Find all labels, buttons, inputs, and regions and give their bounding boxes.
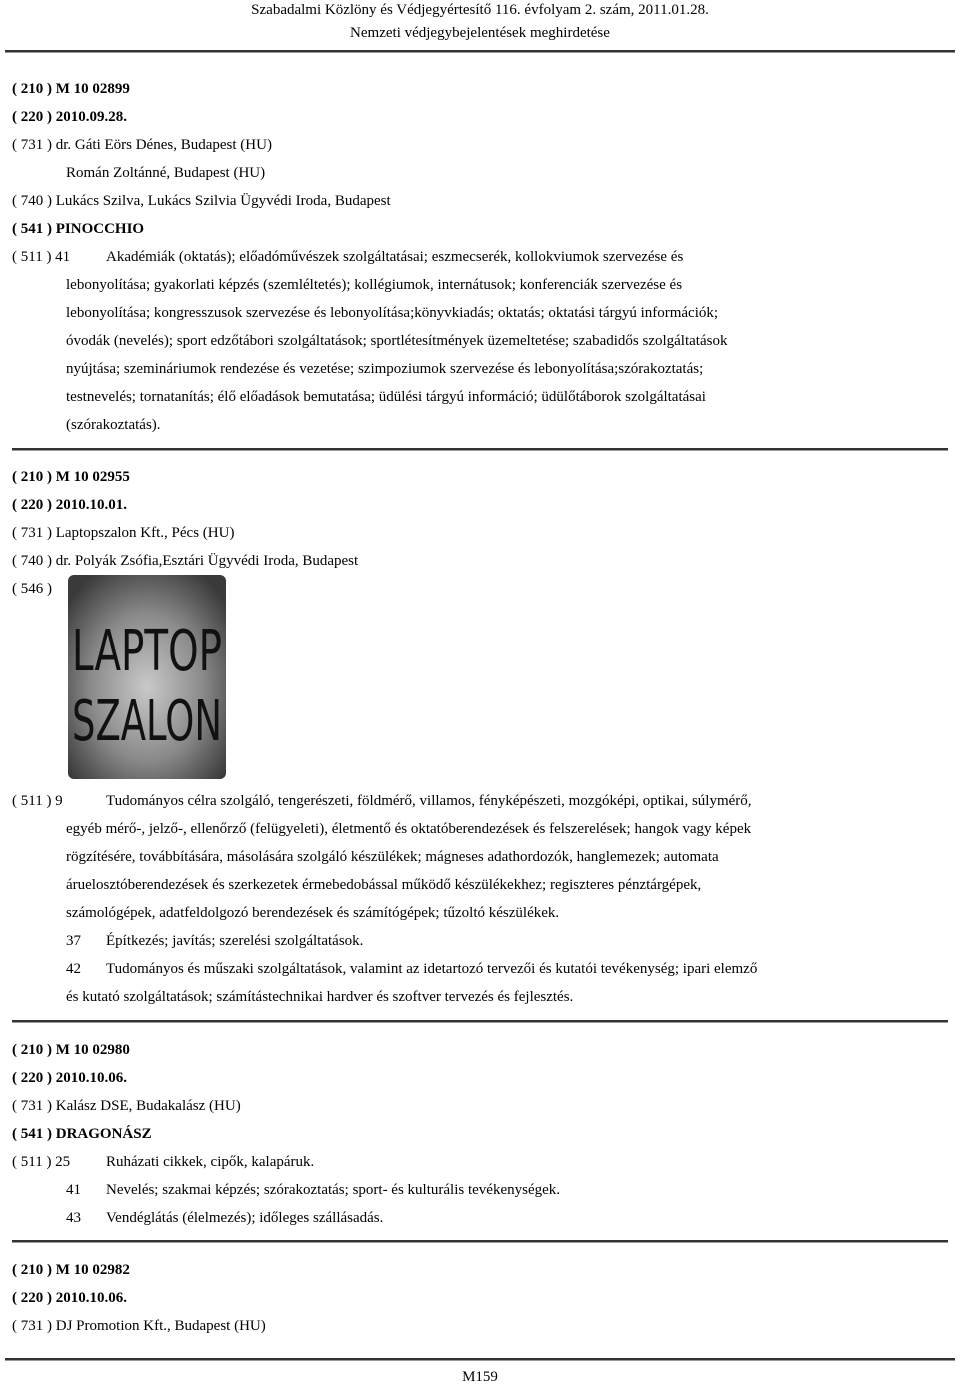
class-41-text: lebonyolítása; gyakorlati képzés (szemléltetés); kollégiumok, internátusok; konferenciák szervezése és bbox=[66, 277, 683, 293]
class-25-text: Ruházati cikkek, cipők, kalapáruk. bbox=[106, 1154, 315, 1170]
entry-divider bbox=[12, 1020, 948, 1023]
class-41-text: (szórakoztatás). bbox=[66, 417, 161, 433]
field-541 bbox=[12, 1125, 152, 1143]
class-9-text: számológépek, adatfeldolgozó berendezések és számítógépek; tűzoltó készülékek. bbox=[66, 905, 560, 921]
field-541-label: ( 541 ) bbox=[12, 1126, 56, 1142]
field-210: ( 210 ) M 10 02980 bbox=[12, 1042, 130, 1058]
page-number: M159 bbox=[462, 1369, 498, 1385]
field-210: ( 210 ) M 10 02899 bbox=[12, 81, 130, 97]
section-title: Nemzeti védjegybejelentések meghirdetése bbox=[350, 25, 610, 41]
entry-divider bbox=[12, 1240, 948, 1243]
field-220: ( 220 ) 2010.10.06. bbox=[12, 1290, 127, 1306]
field-220: ( 220 ) 2010.10.01. bbox=[12, 497, 127, 513]
field-511-label: ( 511 ) 41 bbox=[12, 249, 71, 265]
class-9-text: egyéb mérő-, jelző-, ellenőrző (felügyeleti), életmentő és oktatóberendezések és felszerelések; hangok vagy képek bbox=[66, 821, 752, 837]
logo-word-2: SZALON bbox=[72, 689, 222, 754]
class-42-text: Tudományos és műszaki szolgáltatások, valamint az idetartozó tervezői és kutatói tevékenység; ipari elemző bbox=[106, 961, 758, 977]
entry-divider bbox=[12, 448, 948, 451]
class-37-text: Építkezés; javítás; szerelési szolgáltatások. bbox=[106, 933, 364, 949]
field-731: ( 731 ) DJ Promotion Kft., Budapest (HU) bbox=[12, 1318, 266, 1334]
field-731: ( 731 ) Laptopszalon Kft., Pécs (HU) bbox=[12, 525, 235, 541]
laptop-szalon-logo bbox=[68, 575, 226, 779]
field-511-label: ( 511 ) 25 bbox=[12, 1154, 71, 1170]
class-42-number: 42 bbox=[66, 961, 81, 977]
footer-divider bbox=[5, 1358, 955, 1361]
logo-word-1: LAPTOP bbox=[72, 619, 222, 684]
field-740: ( 740 ) Lukács Szilva, Lukács Szilvia Ügyvédi Iroda, Budapest bbox=[12, 193, 391, 209]
field-511-label: ( 511 ) 9 bbox=[12, 793, 63, 809]
class-41-text: lebonyolítása; kongresszusok szervezése és lebonyolítása;könyvkiadás; oktatás; oktatási tárgyú információk; bbox=[66, 305, 719, 321]
class-9-text: áruelosztóberendezések és szerkezetek érmebedobással működő készülékekhez; regiszteres pénztárgépek, bbox=[66, 877, 702, 893]
class-42-text: és kutató szolgáltatások; számítástechnikai hardver és szoftver tervezés és fejlesztés. bbox=[66, 989, 574, 1005]
header-divider bbox=[5, 50, 955, 53]
class-41-text: Nevelés; szakmai képzés; szórakoztatás; sport- és kulturális tevékenységek. bbox=[106, 1182, 561, 1198]
class-41-number: 41 bbox=[66, 1182, 81, 1198]
field-541-value: DRAGONÁSZ bbox=[55, 1126, 152, 1142]
class-41-text: nyújtása; szemináriumok rendezése és vezetése; szimpoziumok szervezése és lebonyolítása;szórakoztatás; bbox=[66, 361, 704, 377]
class-41-text: Akadémiák (oktatás); előadóművészek szolgáltatásai; eszmecserék, kollokviumok szervezése és bbox=[106, 249, 684, 265]
field-546: ( 546 ) bbox=[12, 581, 52, 597]
journal-title: Szabadalmi Közlöny és Védjegyértesítő 116. évfolyam 2. szám, 2011.01.28. bbox=[251, 2, 709, 18]
field-541: ( 541 ) PINOCCHIO bbox=[12, 221, 145, 237]
class-37-number: 37 bbox=[66, 933, 81, 949]
field-210: ( 210 ) M 10 02955 bbox=[12, 469, 130, 485]
class-43-text: Vendéglátás (élelmezés); időleges szállásadás. bbox=[106, 1210, 384, 1226]
class-41-text: óvodák (nevelés); sport edzőtábori szolgáltatások; sportlétesítmények üzemeltetése; szabadidős szolgáltatások bbox=[66, 333, 728, 349]
field-210: ( 210 ) M 10 02982 bbox=[12, 1262, 130, 1278]
field-731: ( 731 ) dr. Gáti Eörs Dénes, Budapest (HU) bbox=[12, 137, 272, 153]
field-220: ( 220 ) 2010.09.28. bbox=[12, 109, 127, 125]
field-740: ( 740 ) dr. Polyák Zsófia,Esztári Ügyvédi Iroda, Budapest bbox=[12, 553, 359, 569]
field-731-second-owner: Román Zoltánné, Budapest (HU) bbox=[66, 165, 266, 181]
logo-graphic bbox=[68, 575, 226, 779]
class-43-number: 43 bbox=[66, 1210, 81, 1226]
class-41-text: testnevelés; tornatanítás; élő előadások bemutatása; üdülési tárgyú információ; üdülőtáborok szolgáltatásai bbox=[66, 389, 706, 405]
class-9-text: Tudományos célra szolgáló, tengerészeti, földmérő, villamos, fényképészeti, mozgóképi, optikai, súlymérő, bbox=[106, 793, 752, 809]
field-731: ( 731 ) Kalász DSE, Budakalász (HU) bbox=[12, 1098, 241, 1114]
field-220: ( 220 ) 2010.10.06. bbox=[12, 1070, 127, 1086]
class-9-text: rögzítésére, továbbítására, másolására szolgáló készülékek; mágneses adathordozók, hanglemezek; automata bbox=[66, 849, 719, 865]
